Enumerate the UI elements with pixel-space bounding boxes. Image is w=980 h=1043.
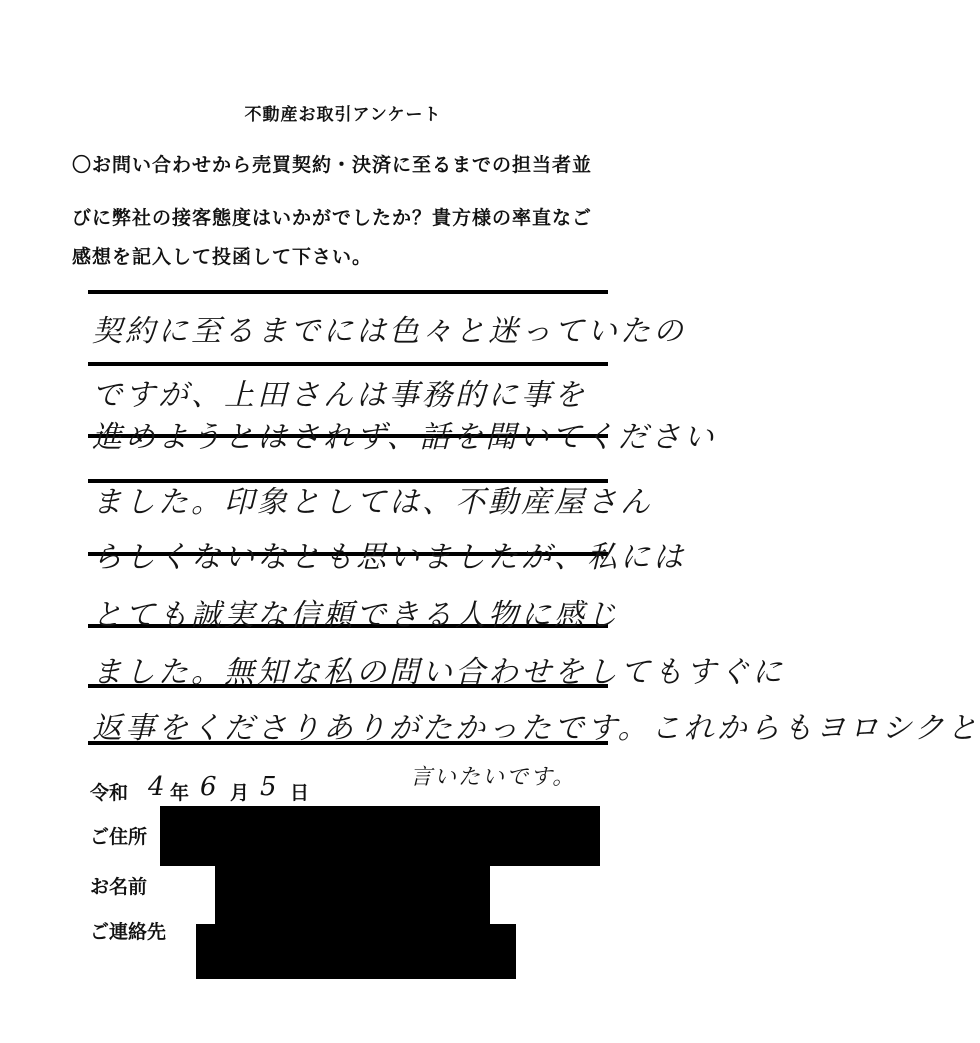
form-title: 不動産お取引アンケート [244, 105, 442, 125]
handwritten-line-tail: 言いたいです。 [410, 765, 577, 790]
prompt-line-1: 〇お問い合わせから売買契約・決済に至るまでの担当者並 [72, 154, 593, 176]
contact-label: ご連絡先 [90, 921, 167, 943]
date-year-unit: 年 [170, 782, 190, 804]
handwritten-line: 返事をくださりありがたかったです。これからもヨロシクと [92, 711, 980, 746]
name-label: お名前 [90, 876, 148, 898]
date-month: 6 [200, 772, 217, 802]
handwritten-line: とても誠実な信頼できる人物に感じ [92, 598, 620, 633]
name-redaction [215, 866, 490, 926]
handwritten-line: ですが、上田さんは事務的に事を [92, 378, 587, 413]
address-label: ご住所 [90, 826, 148, 848]
contact-redaction [196, 924, 516, 979]
handwritten-line: 進めようとはされず、話を聞いてください [92, 420, 717, 455]
date-month-unit: 月 [230, 782, 250, 804]
date-era: 令和 [90, 782, 129, 804]
handwritten-line: らしくないなとも思いましたが、私には [92, 540, 686, 575]
date-day-unit: 日 [290, 782, 310, 804]
handwritten-line: ました。印象としては、不動産屋さん [92, 485, 653, 520]
ruled-line [88, 290, 608, 294]
date-day: 5 [260, 772, 277, 802]
ruled-line [88, 362, 608, 366]
address-redaction [160, 806, 600, 866]
handwritten-line: ました。無知な私の問い合わせをしてもすぐに [92, 655, 785, 690]
prompt-line-3: 感想を記入して投函して下さい。 [72, 246, 373, 268]
handwritten-line: 契約に至るまでには色々と迷っていたの [92, 314, 686, 349]
prompt-line-2: びに弊社の接客態度はいかがでしたか？貴方様の率直なご [72, 207, 593, 229]
date-year: 4 [148, 772, 165, 802]
